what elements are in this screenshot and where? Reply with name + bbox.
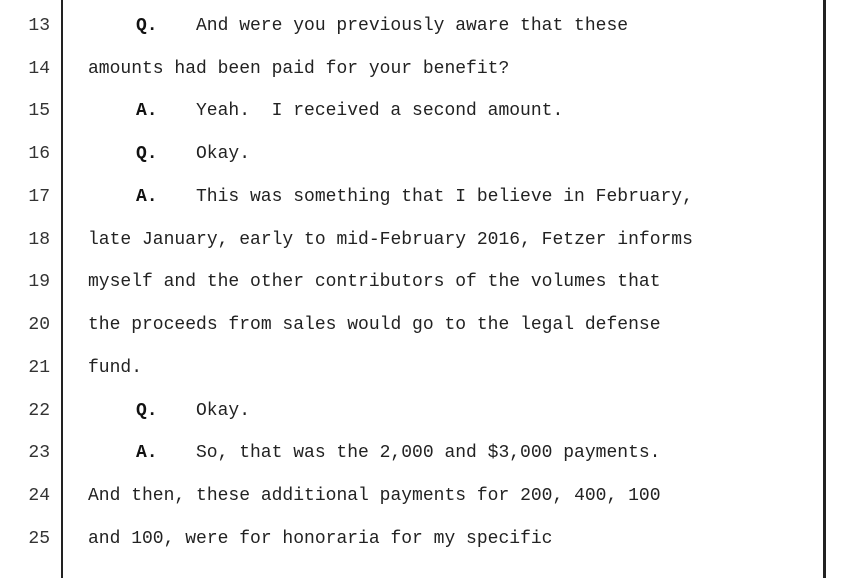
line-text: fund. [88, 358, 143, 378]
line-text: myself and the other contributors of the volumes that [88, 272, 661, 292]
transcript-line [0, 267, 820, 297]
line-number: 24 [28, 486, 50, 506]
speaker-label: Q. [136, 401, 158, 421]
transcript-line [0, 225, 820, 255]
line-number: 22 [28, 401, 50, 421]
line-number: 19 [28, 272, 50, 292]
line-number: 13 [28, 16, 50, 36]
line-text: Okay. [196, 401, 251, 421]
line-number: 21 [28, 358, 50, 378]
speaker-label: Q. [136, 16, 158, 36]
line-text: This was something that I believe in February, [196, 187, 693, 207]
line-text: late January, early to mid-February 2016, Fetzer informs [88, 230, 693, 250]
line-number: 15 [28, 101, 50, 121]
transcript-line [0, 396, 820, 426]
line-number: 16 [28, 144, 50, 164]
right-margin-rule [823, 0, 826, 578]
line-text: and 100, were for honoraria for my specific [88, 529, 553, 549]
line-number: 14 [28, 59, 50, 79]
transcript-line [0, 310, 820, 340]
line-text: the proceeds from sales would go to the legal defense [88, 315, 661, 335]
transcript-line [0, 438, 820, 468]
speaker-label: A. [136, 187, 158, 207]
line-text: And then, these additional payments for 200, 400, 100 [88, 486, 661, 506]
transcript-line [0, 139, 820, 169]
transcript-line [0, 481, 820, 511]
line-text: And were you previously aware that these [196, 16, 629, 36]
line-number: 17 [28, 187, 50, 207]
speaker-label: A. [136, 101, 158, 121]
line-text: So, that was the 2,000 and $3,000 payments. [196, 443, 661, 463]
speaker-label: Q. [136, 144, 158, 164]
line-number: 18 [28, 230, 50, 250]
line-text: amounts had been paid for your benefit? [88, 59, 510, 79]
transcript-line [0, 96, 820, 126]
transcript-line [0, 182, 820, 212]
speaker-label: A. [136, 443, 158, 463]
transcript-line [0, 54, 820, 84]
line-text: Yeah. I received a second amount. [196, 101, 564, 121]
transcript-line [0, 353, 820, 383]
line-number: 20 [28, 315, 50, 335]
line-number: 23 [28, 443, 50, 463]
transcript-line [0, 524, 820, 554]
transcript-line [0, 11, 820, 41]
line-number: 25 [28, 529, 50, 549]
line-text: Okay. [196, 144, 251, 164]
